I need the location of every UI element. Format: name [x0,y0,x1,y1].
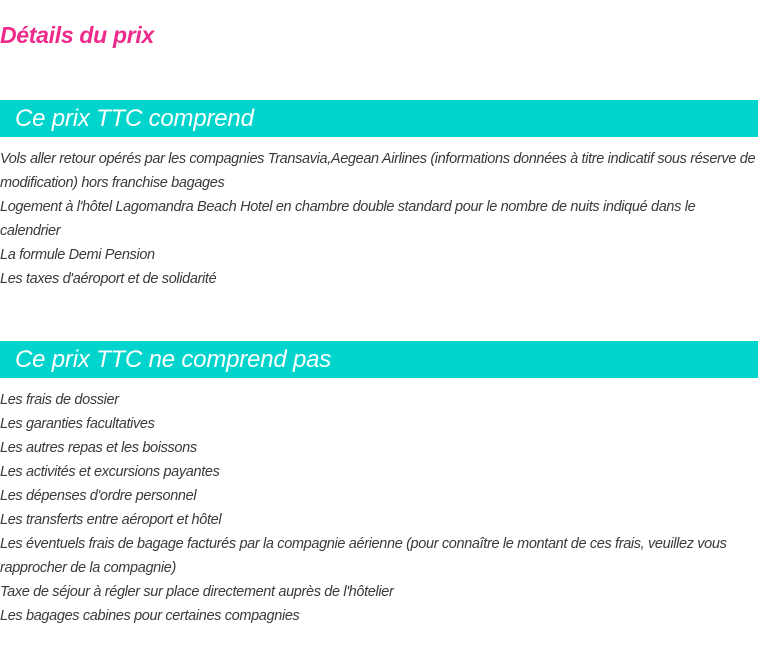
section-header-included [0,100,758,137]
list-item: Vols aller retour opérés par les compagnies Transavia,Aegean Airlines (informations données à titre indicatif sous réserve de modification) hors franchise bagages [0,151,756,191]
list-item: Les dépenses d'ordre personnel [0,488,197,504]
excluded-list [0,388,758,628]
list-item: Les taxes d'aéroport et de solidarité [0,271,217,287]
section-header-excluded [0,341,758,378]
list-item: Les transferts entre aéroport et hôtel [0,512,222,528]
list-item: Les bagages cabines pour certaines compagnies [0,608,300,624]
page-title: Détails du prix [0,22,154,48]
included-list [0,147,758,291]
list-item: Les frais de dossier [0,392,119,408]
section-heading-excluded: Ce prix TTC ne comprend pas [15,346,332,373]
section-heading-included: Ce prix TTC comprend [15,105,254,132]
list-item: Les autres repas et les boissons [0,440,197,456]
list-item: Les activités et excursions payantes [0,464,220,480]
list-item: Les garanties facultatives [0,416,155,432]
list-item: Taxe de séjour à régler sur place directement auprès de l'hôtelier [0,584,394,600]
list-item: Logement à l'hôtel Lagomandra Beach Hotel en chambre double standard pour le nombre de nuits indiqué dans le calendrier [0,199,696,239]
list-item: La formule Demi Pension [0,247,155,263]
list-item: Les éventuels frais de bagage facturés par la compagnie aérienne (pour connaître le montant de ces frais, veuillez vous rapprocher de la compagnie) [0,536,727,576]
